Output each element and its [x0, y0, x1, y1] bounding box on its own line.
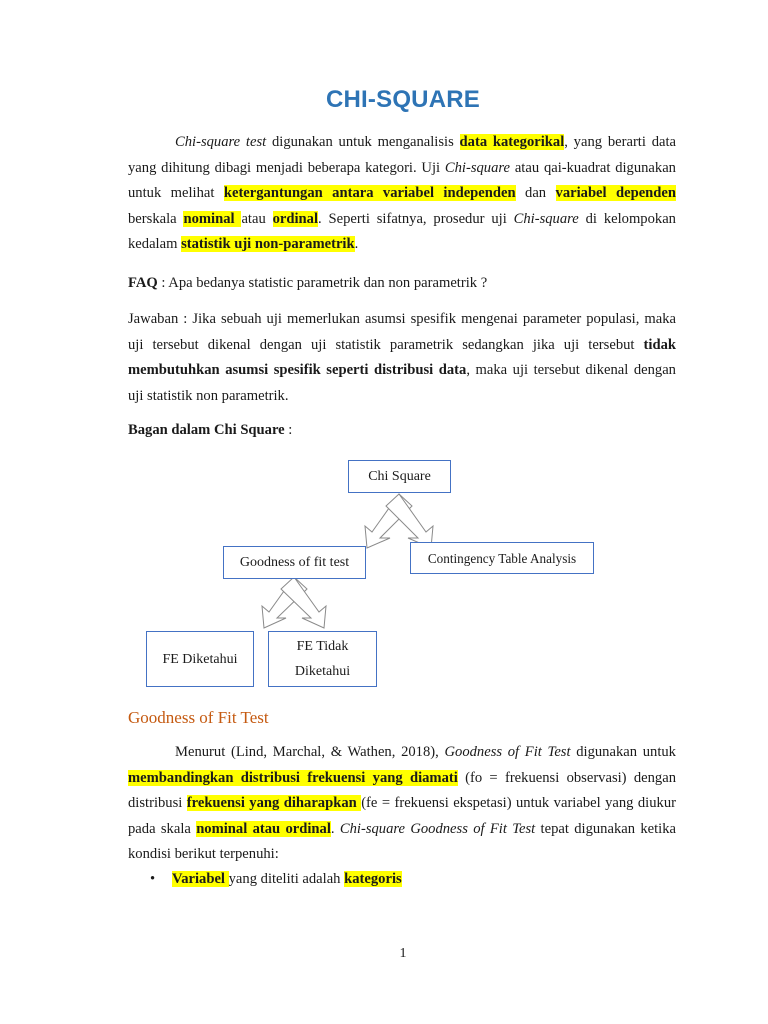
node-goodness-of-fit: Goodness of fit test [223, 546, 366, 579]
diagram-caption-label: Bagan dalam Chi Square [128, 422, 285, 438]
section-heading: Goodness of Fit Test [128, 708, 269, 727]
text: . [330, 820, 340, 837]
italic-term: Chi-square Goodness of Fit Test [339, 820, 536, 837]
highlight-non-parametrik: statistik uji non-parametrik [181, 236, 355, 252]
node-fe-tidak-diketahui [268, 631, 377, 687]
term-chi-square-test: Chi-square test [175, 134, 267, 150]
text: (fe = frekuensi ekspetasi) untuk variabel yang diukur pada skala [128, 795, 676, 837]
text: (fo = frekuensi observasi) dengan distribusi [128, 769, 676, 811]
faq-label: FAQ [128, 275, 158, 291]
text: , maka uji tersebut dikenal dengan uji statistik non parametrik. [128, 362, 676, 404]
node-fe-tidak-line2: Diketahui [294, 664, 351, 679]
text: yang diteliti adalah [228, 871, 345, 887]
highlight-ketergantungan: ketergantungan antara variabel independen [223, 185, 516, 201]
node-fe-diketahui: FE Diketahui [146, 631, 254, 687]
text: dan [515, 185, 556, 201]
node-fe-tidak-line1: FE Tidak [296, 639, 349, 654]
text: Menurut (Lind, Marchal, & Wathen, 2018), [175, 744, 445, 760]
bold-text: tidak membutuhkan asumsi spesifik seperti distribusi data [128, 336, 676, 378]
text: digunakan untuk menganalisis [266, 134, 460, 150]
term-chi-square: Chi-square [444, 159, 511, 176]
highlight-ordinal: ordinal [272, 210, 319, 227]
node-contingency-table: Contingency Table Analysis [410, 542, 594, 574]
page-number: 1 [399, 946, 407, 961]
italic-term: Goodness of Fit Test [444, 744, 571, 760]
text: , yang berarti data yang dihitung dibagi menjadi beberapa kategori. Uji [128, 134, 676, 176]
text: berskala [128, 210, 184, 227]
highlight-membandingkan: membandingkan distribusi frekuensi yang diamati [128, 769, 458, 786]
highlight-frekuensi-diharapkan: frekuensi yang diharapkan [186, 795, 362, 811]
text: digunakan untuk [570, 744, 676, 760]
highlight-nominal: nominal [183, 210, 242, 227]
text: . [354, 236, 359, 252]
bullet-symbol: • [150, 871, 156, 887]
highlight-variabel: Variabel [172, 871, 229, 887]
text: tepat digunakan ketika kondisi berikut terpenuhi: [128, 820, 676, 862]
highlight-data-kategorikal: data kategorikal [459, 134, 565, 150]
highlight-kategoris: kategoris [344, 871, 402, 887]
text: : [284, 422, 293, 438]
text: di kelompokan kedalam [128, 210, 676, 252]
text: atau qai-kuadrat digunakan untuk melihat [128, 159, 676, 201]
node-chi-square: Chi Square [348, 460, 451, 493]
text: atau [241, 210, 273, 227]
page-title: CHI-SQUARE [325, 86, 480, 113]
highlight-nominal-ordinal: nominal atau ordinal [196, 820, 331, 837]
text: Jawaban : Jika sebuah uji memerlukan asumsi spesifik mengenai parameter populasi, maka uji tersebut dikenal dengan uji statistik parametrik sedangkan jika uji tersebut [128, 311, 676, 353]
faq-question: : Apa bedanya statistic parametrik dan non parametrik ? [157, 275, 488, 291]
term-chi-square: Chi-square [513, 210, 579, 227]
highlight-variabel-dependen: variabel dependen [555, 185, 677, 201]
text: . Seperti sifatnya, prosedur uji [318, 210, 514, 227]
bullet-item [150, 868, 402, 890]
goodness-paragraph [128, 740, 676, 868]
